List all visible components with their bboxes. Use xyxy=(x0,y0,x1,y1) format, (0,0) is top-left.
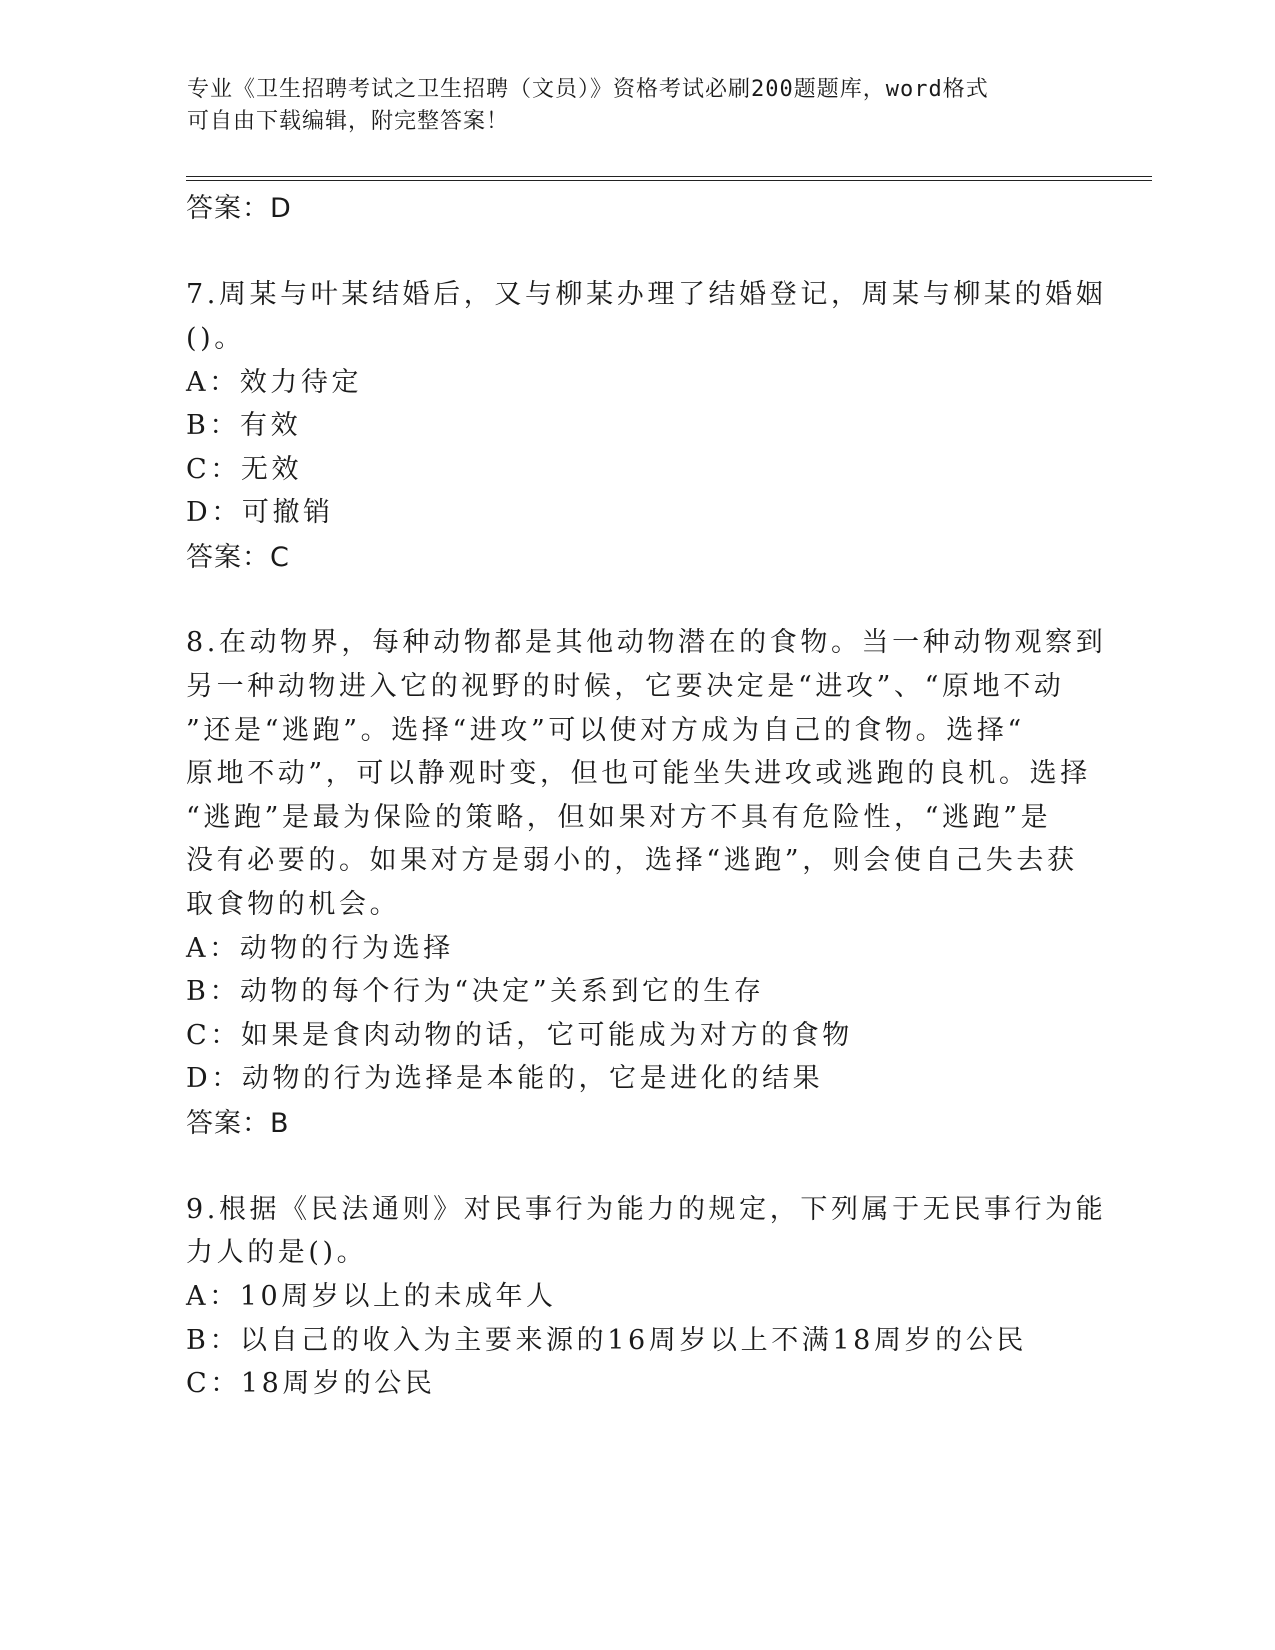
header-line-2: 可自由下载编辑，附完整答案！ xyxy=(187,109,510,134)
header-divider xyxy=(186,176,1152,181)
q7-option-d: D：可撤销 xyxy=(186,497,334,528)
q9-option-c: C：18周岁的公民 xyxy=(186,1368,436,1399)
q9-stem-line-2: 力人的是()。 xyxy=(186,1237,368,1268)
q7-answer: 答案：C xyxy=(186,542,290,573)
q7-option-c: C：无效 xyxy=(186,454,303,485)
q8-stem-line-4: 原地不动”，可以静观时变，但也可能坐失进攻或逃跑的良机。选择 xyxy=(186,758,1091,789)
q8-stem-line-7: 取食物的机会。 xyxy=(186,889,401,920)
q7-option-b: B：有效 xyxy=(186,410,302,441)
q7-option-a: A：效力待定 xyxy=(186,367,363,398)
header-line-1: 专业《卫生招聘考试之卫生招聘（文员）》资格考试必刷200题题库，word格式 xyxy=(187,77,989,102)
q8-stem-line-1: 8.在动物界，每种动物都是其他动物潜在的食物。当一种动物观察到 xyxy=(186,627,1107,658)
q7-stem-line-1: 7.周某与叶某结婚后，又与柳某办理了结婚登记，周某与柳某的婚姻 xyxy=(186,279,1107,310)
q9-option-b: B：以自己的收入为主要来源的16周岁以上不满18周岁的公民 xyxy=(186,1325,1027,1356)
document-header xyxy=(187,74,1067,138)
q8-stem-line-2: 另一种动物进入它的视野的时候，它要决定是“进攻”、“原地不动 xyxy=(186,671,1065,702)
q9-stem-line-1: 9.根据《民法通则》对民事行为能力的规定，下列属于无民事行为能 xyxy=(186,1194,1107,1225)
q8-option-c: C：如果是食肉动物的话，它可能成为对方的食物 xyxy=(186,1020,853,1051)
q8-answer: 答案：B xyxy=(186,1108,290,1139)
q8-option-d: D：动物的行为选择是本能的，它是进化的结果 xyxy=(186,1063,824,1094)
q8-stem-line-6: 没有必要的。如果对方是弱小的，选择“逃跑”，则会使自己失去获 xyxy=(186,845,1078,876)
q8-stem-line-3: ”还是“逃跑”。选择“进攻”可以使对方成为自己的食物。选择“ xyxy=(186,715,1025,746)
q8-option-b: B：动物的每个行为“决定”关系到它的生存 xyxy=(186,976,765,1007)
q8-stem-line-5: “逃跑”是最为保险的策略，但如果对方不具有危险性，“逃跑”是 xyxy=(186,802,1052,833)
q7-stem-line-2: ()。 xyxy=(186,323,245,354)
q8-option-a: A：动物的行为选择 xyxy=(186,933,454,964)
q9-option-a: A：10周岁以上的未成年人 xyxy=(186,1281,557,1312)
previous-answer: 答案：D xyxy=(186,193,292,224)
